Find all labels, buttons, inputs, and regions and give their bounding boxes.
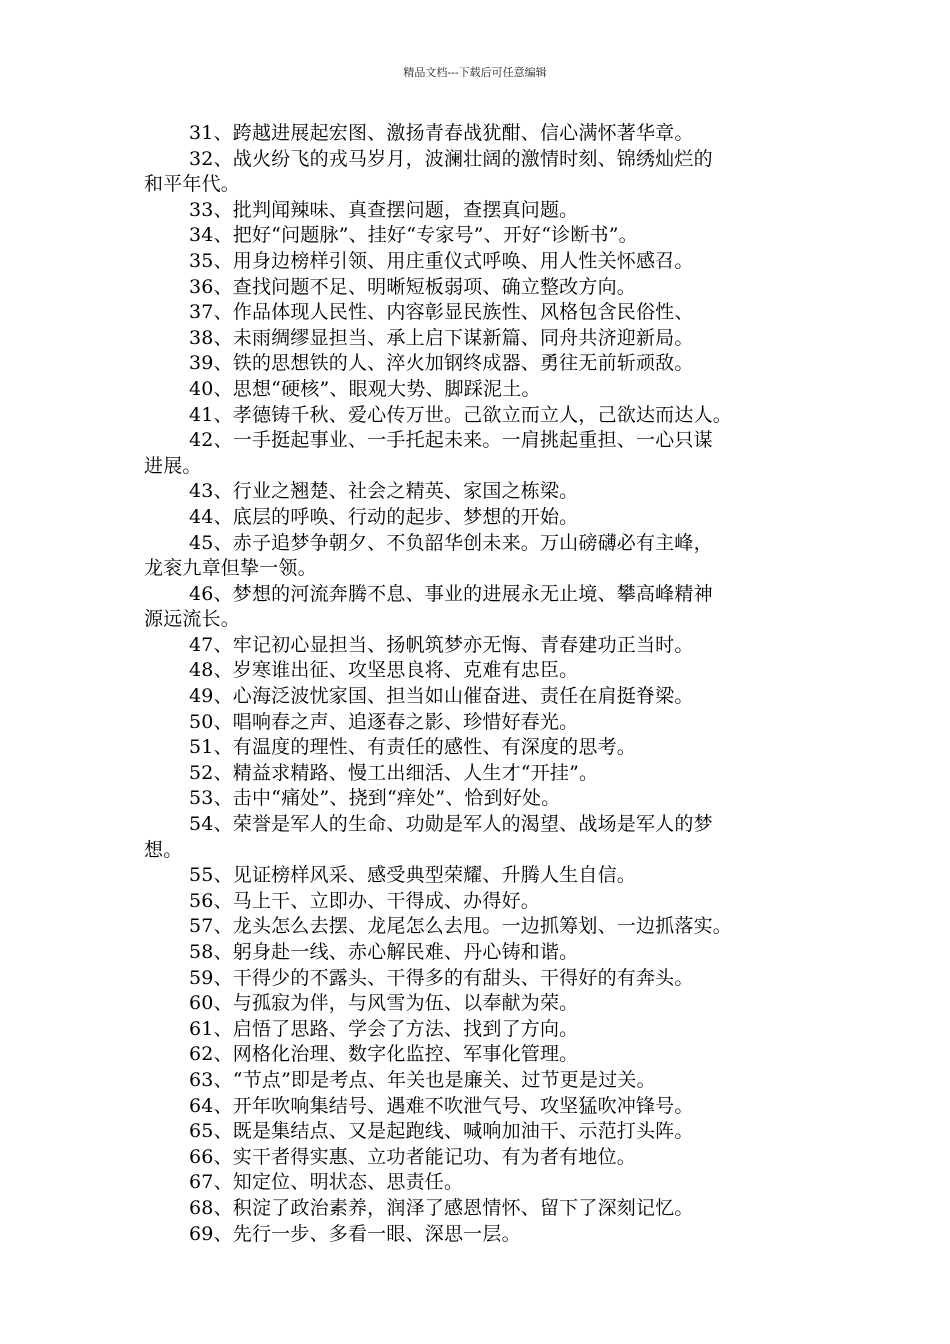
page-header: 精品文档---下载后可任意编辑 — [403, 66, 547, 79]
text-line: 64、开年吹响集结号、遇难不吹泄气号、攻坚猛吹冲锋号。 — [189, 1094, 694, 1117]
text-line: 51、有温度的理性、有责任的感性、有深度的思考。 — [189, 736, 636, 759]
text-line: 龙衮九章但挚一领。 — [144, 557, 317, 580]
text-line: 和平年代。 — [144, 173, 241, 196]
text-line: 进展。 — [144, 454, 202, 477]
text-line: 源远流长。 — [144, 608, 241, 631]
text-line: 57、龙头怎么去摆、龙尾怎么去甩。一边抓筹划、一边抓落实。 — [189, 915, 732, 938]
text-line: 62、网格化治理、数字化监控、军事化管理。 — [189, 1043, 579, 1066]
text-line: 43、行业之翘楚、社会之精英、家国之栋梁。 — [189, 480, 579, 503]
text-line: 46、梦想的河流奔腾不息、事业的进展永无止境、攀高峰精神 — [189, 582, 713, 605]
text-line: 59、干得少的不露头、干得多的有甜头、干得好的有奔头。 — [189, 966, 694, 989]
text-line: 48、岁寒谁出征、攻坚思良将、克难有忠臣。 — [189, 659, 579, 682]
text-line: 44、底层的呼唤、行动的起步、梦想的开始。 — [189, 505, 579, 528]
text-line: 35、用身边榜样引领、用庄重仪式呼唤、用人性关怀感召。 — [189, 249, 694, 272]
text-line: 38、未雨绸缪显担当、承上启下谋新篇、同舟共济迎新局。 — [189, 326, 694, 349]
text-line: 55、见证榜样风采、感受典型荣耀、升腾人生自信。 — [189, 864, 636, 887]
text-line: 53、击中“痛处”、挠到“痒处”、恰到好处。 — [189, 787, 561, 810]
text-line: 50、唱响春之声、追逐春之影、珍惜好春光。 — [189, 710, 579, 733]
text-line: 36、查找问题不足、明晰短板弱项、确立整改方向。 — [189, 275, 636, 298]
text-line: 65、既是集结点、又是起跑线、喊响加油干、示范打头阵。 — [189, 1120, 694, 1143]
text-line: 32、战火纷飞的戎马岁月，波澜壮阔的激情时刻、锦绣灿烂的 — [189, 147, 713, 170]
text-line: 想。 — [144, 838, 183, 861]
text-line: 54、荣誉是军人的生命、功勋是军人的渴望、战场是军人的梦 — [189, 813, 713, 836]
text-line: 31、跨越进展起宏图、激扬青春战犹酣、信心满怀著华章。 — [189, 122, 694, 144]
text-line: 40、思想“硬核”、眼观大势、脚踩泥土。 — [189, 377, 541, 400]
text-line: 37、作品体现人民性、内容彰显民族性、风格包含民俗性、 — [189, 301, 694, 324]
text-line: 66、实干者得实惠、立功者能记功、有为者有地位。 — [189, 1145, 636, 1168]
text-line: 33、批判闻辣味、真查摆问题，查摆真问题。 — [189, 198, 579, 221]
text-line: 63、“节点”即是考点、年关也是廉关、过节更是过关。 — [189, 1068, 656, 1091]
text-line: 49、心海泛波忧家国、担当如山催奋进、责任在肩挺脊梁。 — [189, 685, 694, 708]
text-line: 39、铁的思想铁的人、淬火加钢终成器、勇往无前斩顽敌。 — [189, 352, 694, 375]
text-line: 61、启悟了思路、学会了方法、找到了方向。 — [189, 1017, 579, 1040]
text-line: 56、马上干、立即办、干得成、办得好。 — [189, 889, 540, 912]
text-line: 69、先行一步、多看一眼、深思一层。 — [189, 1222, 521, 1245]
text-line: 67、知定位、明状态、思责任。 — [189, 1171, 464, 1194]
text-line: 68、积淀了政治素养，润泽了感恩情怀、留下了深刻记忆。 — [189, 1196, 694, 1219]
text-line: 58、躬身赴一线、赤心解民难、丹心铸和谐。 — [189, 941, 579, 963]
text-line: 47、牢记初心显担当、扬帆筑梦亦无悔、青春建功正当时。 — [189, 633, 694, 656]
document-body — [144, 121, 816, 1247]
text-line: 45、赤子追梦争朝夕、不负韶华创未来。万山磅礴必有主峰， — [189, 531, 713, 554]
text-line: 52、精益求精路、慢工出细活、人生才“开挂”。 — [189, 761, 599, 784]
text-line: 60、与孤寂为伴，与风雪为伍、以奉献为荣。 — [189, 992, 579, 1015]
text-line: 42、一手挺起事业、一手托起未来。一肩挑起重担、一心只谋 — [189, 429, 713, 452]
text-line: 41、孝德铸千秋、爱心传万世。己欲立而立人，己欲达而达人。 — [189, 403, 732, 426]
text-line: 34、把好“问题脉”、挂好“专家号”、开好“诊断书”。 — [189, 224, 638, 247]
